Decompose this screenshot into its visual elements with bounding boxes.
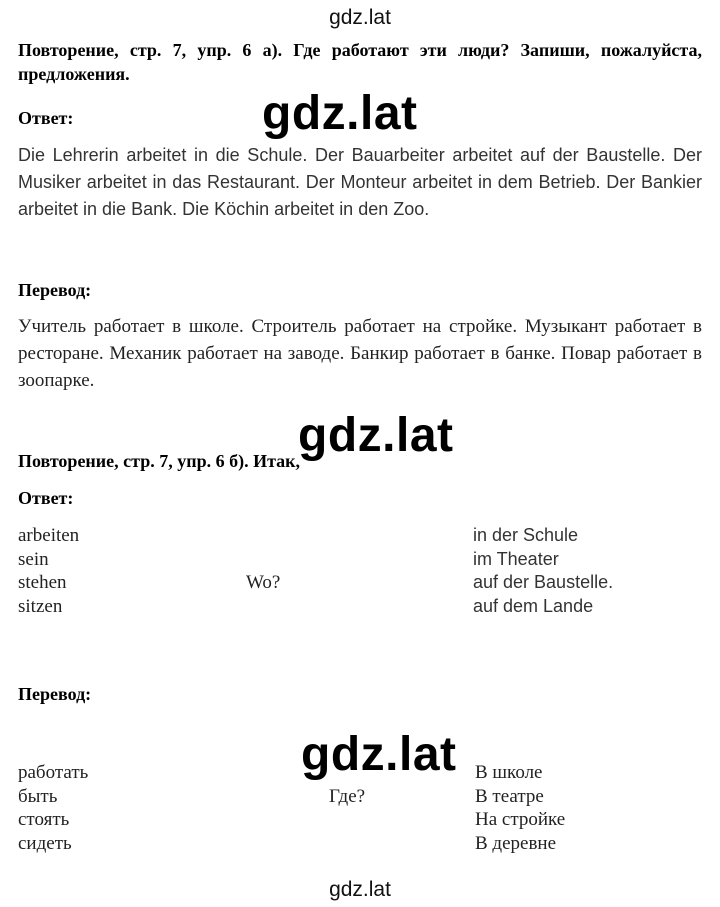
exercise-a-heading: Повторение, стр. 7, упр. 6 а). Где работают эти люди? Запиши, пожалуйста, предложения. <box>18 40 702 84</box>
translation-label-b: Перевод: <box>18 684 92 704</box>
verbs-ru-column <box>18 761 88 855</box>
answer-text-a: Die Lehrerin arbeitet in die Schule. Der Bauarbeiter arbeitet auf der Baustelle. Der Musiker arbeitet in das Restaurant. Der Monteur arbeitet in dem Betrieb. Der Bankier arbeitet in die Bank. Die Köchin arbeitet in den Zoo. <box>18 145 702 219</box>
place-ru-item: На стройке <box>475 809 566 830</box>
exercise-b-heading: Повторение, стр. 7, упр. 6 б). Итак, <box>18 451 301 471</box>
places-column <box>473 524 613 618</box>
answer-label-b: Ответ: <box>18 488 74 508</box>
verb-item: sein <box>18 548 49 570</box>
verb-ru-item: сидеть <box>18 832 72 854</box>
place-ru-item: В театре <box>475 785 544 807</box>
place-ru-item: В школе <box>475 762 543 783</box>
question-word-ru: Где? <box>329 786 366 807</box>
place-item: im Theater <box>473 548 559 569</box>
watermark-big: gdz.lat <box>298 409 454 462</box>
verb-item: arbeiten <box>18 525 80 546</box>
watermark-top: gdz.lat <box>329 6 391 29</box>
place-item: in der Schule <box>473 525 579 545</box>
answer-label-a: Ответ: <box>18 108 74 128</box>
verb-item: sitzen <box>18 595 63 617</box>
verb-ru-item: быть <box>18 785 58 807</box>
watermark-bottom: gdz.lat <box>329 878 391 901</box>
watermark-big: gdz.lat <box>301 728 457 781</box>
place-item: auf dem Lande <box>473 595 594 616</box>
places-ru-column <box>475 761 565 855</box>
place-ru-item: В деревне <box>475 832 557 854</box>
place-item: auf der Baustelle. <box>473 572 614 592</box>
watermark-big: gdz.lat <box>262 87 418 140</box>
translation-label-a: Перевод: <box>18 280 92 300</box>
question-word: Wo? <box>246 572 281 593</box>
verbs-column <box>18 524 79 618</box>
verb-item: stehen <box>18 572 67 593</box>
translation-text-a: Учитель работает в школе. Строитель работает на стройке. Музыкант работает в ресторане. Механик работает на заводе. Банкир работает в банке. Повар работает в зоопарке. <box>18 316 702 391</box>
verb-ru-item: работать <box>18 762 89 783</box>
verb-ru-item: стоять <box>18 809 70 830</box>
